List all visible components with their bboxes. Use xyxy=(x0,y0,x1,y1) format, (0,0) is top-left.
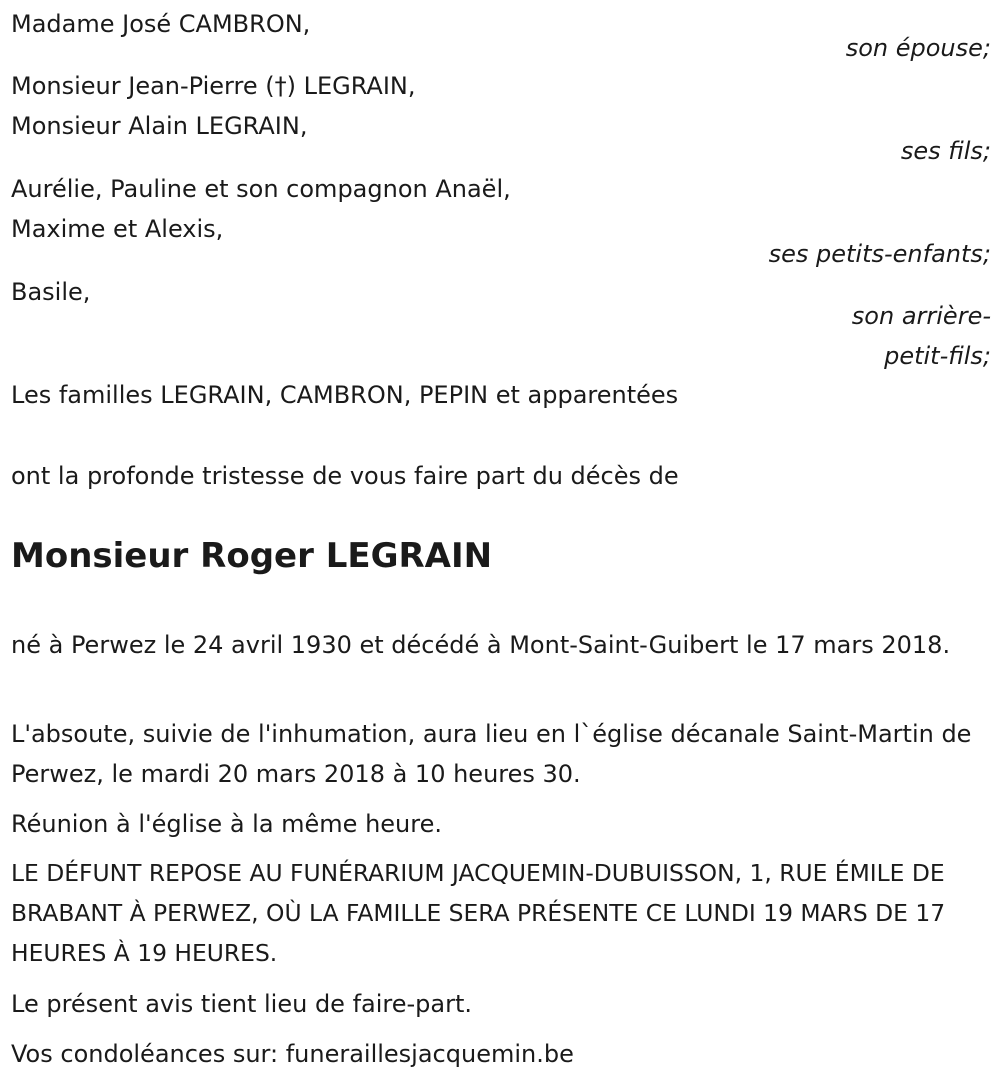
great-grandson-relation-1: son arrière- xyxy=(851,302,991,330)
spouse-name: Madame José CAMBRON, xyxy=(11,10,311,38)
condolences-text: Vos condoléances sur: funeraillesjacquemin.be xyxy=(11,1040,574,1068)
meeting-text: Réunion à l'église à la même heure. xyxy=(11,810,442,838)
deceased-name: Monsieur Roger LEGRAIN xyxy=(11,536,493,576)
birth-death-text: né à Perwez le 24 avril 1930 et décédé à Mont-Saint-Guibert le 17 mars 2018. xyxy=(11,631,951,659)
son-2-name: Monsieur Alain LEGRAIN, xyxy=(11,112,308,140)
notice-text: Le présent avis tient lieu de faire-part. xyxy=(11,990,473,1018)
son-1-name: Monsieur Jean-Pierre (†) LEGRAIN, xyxy=(11,72,416,100)
great-grandson-relation-2: petit-fils; xyxy=(884,342,991,370)
families-line: Les familles LEGRAIN, CAMBRON, PEPIN et apparentées xyxy=(11,381,679,409)
grandchildren-line-1: Aurélie, Pauline et son compagnon Anaël, xyxy=(11,175,511,203)
great-grandson-name: Basile, xyxy=(11,278,91,306)
sons-relation: ses fils; xyxy=(900,137,991,165)
grandchildren-relation: ses petits-enfants; xyxy=(768,240,991,268)
grandchildren-line-2: Maxime et Alexis, xyxy=(11,215,224,243)
spouse-relation: son épouse; xyxy=(845,34,991,62)
funerarium-text: LE DÉFUNT REPOSE AU FUNÉRARIUM JACQUEMIN-DUBUISSON, 1, RUE ÉMILE DE BRABANT À PERWEZ, OÙ LA FAMILLE SERA PRÉSENTE CE LUNDI 19 MARS DE 17 HEURES À 19 HEURES. xyxy=(11,859,946,967)
announcement-text: ont la profonde tristesse de vous faire part du décès de xyxy=(11,462,679,490)
ceremony-text: L'absoute, suivie de l'inhumation, aura lieu en l`église décanale Saint-Martin de Perwez, le mardi 20 mars 2018 à 10 heures 30. xyxy=(11,720,972,788)
